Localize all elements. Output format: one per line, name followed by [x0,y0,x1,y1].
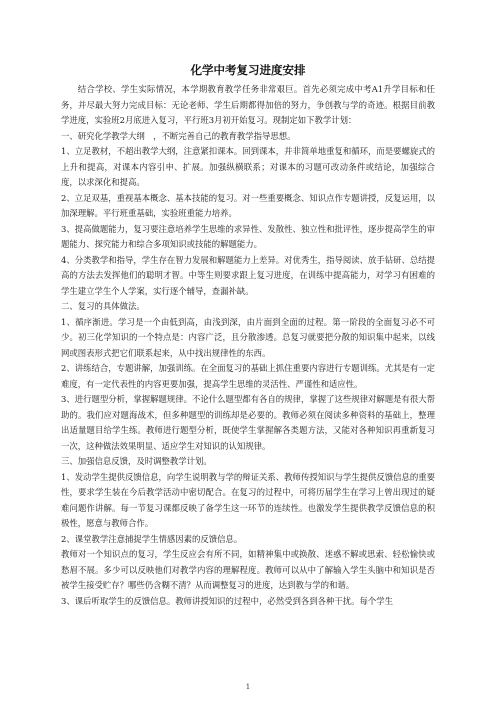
document-title: 化学中考复习进度安排 [190,63,306,77]
section-1-item-3: 3、提高做题能力，复习要注意培养学生思维的求异性、发散性、独立性和批评性，逐步提高学生的审题能力、探究能力和综合多项知识或技能的解题能力。 [61,223,435,249]
section-3-item-2: 2、课堂教学注意捕捉学生情感因素的反馈信息。 [61,533,243,544]
section-2-item-1: 1、循序渐进。学习是一个由低到高，由浅到深，由片面到全面的过程。第一阶段的全面复习必不可少。初三化学知识的一个特点是：内容广泛，且分散渗透。总复习就要把分散的知识集中起来，以线网或图表形式把它们联系起来，从中找出规律性的东西。 [61,316,435,358]
section-3-item-2-detail: 教师对一个知识点的复习，学生反应会有所不同，如精神集中或换散、迷惑不解或思索、轻松愉快或愁眉不展。多少可以反映他们对教学内容的理解程度。教师可以从中了解输入学生头脑中和知识是否被学生接受贮存？哪些仍含糊不清？从而调整复习的进度，达到教与学的和谐。 [61,549,435,590]
section-1-item-1: 1、立足教材，不超出教学大纲，注意紧扣课本。回到课本，并非简单地重复和循环，而是要螺旋式的上升和提高，对课本内容引申、扩展。加强纵横联系；对课本的习题可改动条件或结论，加强综合度，以求深化和提高。 [61,146,435,187]
section-heading-1: 一、研究化学教学大纲 ，不断完善自己的教育教学指导思想。 [61,130,296,141]
section-1-item-2: 2、立足双基，重视基本概念、基本技能的复习。对一些重要概念、知识点作专题讲授，反复运用，以加深理解。平行班重基础，实验班重能力培养。 [61,192,435,218]
section-3-item-1: 1、发动学生提供反馈信息，向学生说明教与学的辩证关系、教师传授知识与学生提供反馈信息的重要性，要求学生装在今后教学活动中密切配合。在复习的过程中，可将历届学生在学习上曾出现过的疑难问题作讲解。每一节复习课都反映了备学生这一环节的连续性。也激发学生提供教学反馈信息的积极性，愿意与教师合作。 [61,471,435,528]
page-number: 1 [245,683,251,691]
section-2-item-2: 2、讲练结合，专题讲解，加强训练。在全面复习的基础上抓住重要内容进行专题训练。尤其是有一定难度，有一定代表性的内容更要加强，提高学生思维的灵活性、严谨性和适应性。 [61,363,435,389]
document-body [61,62,435,609]
section-heading-3: 三、加强信息反馈，及时调整教学计划。 [61,456,212,466]
section-heading-2: 二、复习的具体做法。 [61,301,145,311]
section-2-item-3: 3、进行题型分析，掌握解题规律。不论什么题型都有各自的规律，掌握了这些规律对解题是有很大帮助的。我们应对题海战术，但多种题型的训练却是必要的。教师必须在阅读多种资料的基础上，整理出适量题目给学生练。教师进行题型分析，既使学生掌握解各类题方法，又能对各种知识再重新复习一次，这种做法效果明显、适应学生对知识的认知规律。 [61,394,435,451]
intro-paragraph: 结合学校、学生实际情况，本学期教育教学任务非常艰巨。首先必须完成中考A1升学目标和任务，并尽最大努力完成目标：无论老师、学生后期都得加倍的努力，争创教与学的奇迹。根据目前教学进度，实验班2月底进入复习，平行班3月初开始复习。现制定如下教学计划： [61,84,435,125]
section-3-item-3: 3、课后听取学生的反馈信息。教师讲授知识的过程中，必然受到各到各种干扰。每个学生 [61,595,393,606]
section-1-item-4: 4、分类教学和指导，学生存在智力发展和解题能力上差异。对优秀生，指导阅读、放手钻研、总结提高的方法去发挥他们的聪明才智。中等生则要求跟上复习进度，在训练中提高能力，对学习有困难的学生建立学生个人学案，实行逐个辅导，查漏补缺。 [61,254,435,296]
